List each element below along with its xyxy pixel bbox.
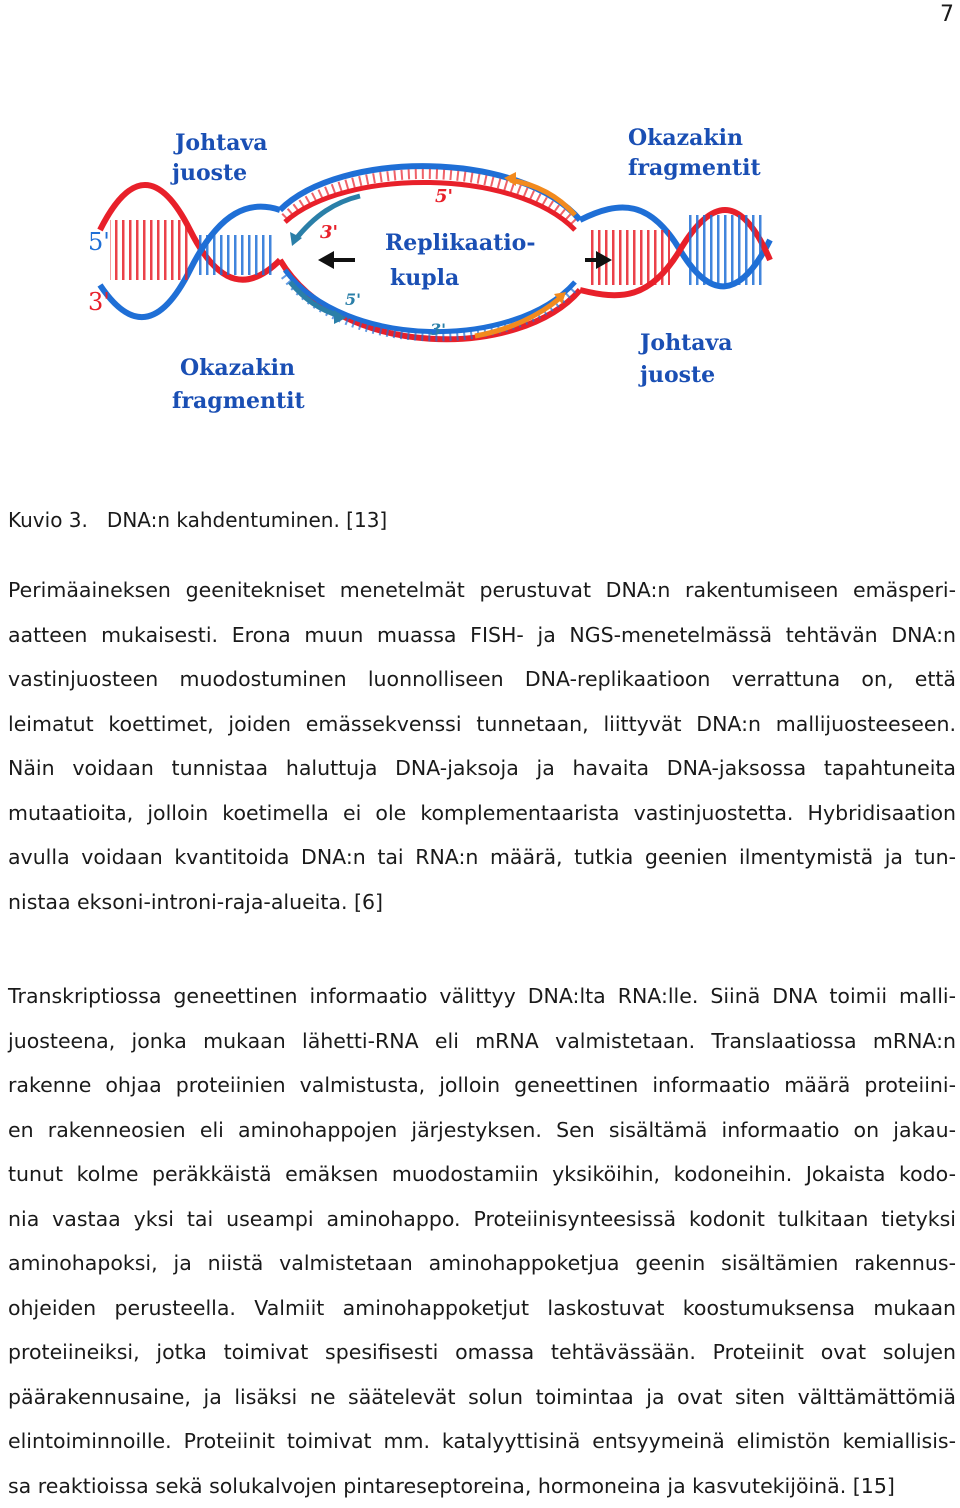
paragraph-line: päärakennusaine, ja lisäksi ne säätelevät solun toimintaa ja ovat siten välttämättömiä bbox=[8, 1375, 956, 1420]
label-okazaki-right-2: fragmentit bbox=[628, 155, 761, 181]
left-helix bbox=[100, 185, 280, 317]
paragraph-line: aatteen mukaisesti. Erona muun muassa FISH- ja NGS-menetelmässä tehtävän DNA:n bbox=[8, 613, 956, 658]
paragraph-1 bbox=[8, 568, 956, 924]
label-bubble-1: Replikaatio- bbox=[385, 230, 535, 256]
label-5-prime-top: 5' bbox=[435, 186, 453, 207]
label-okazaki-left-2: fragmentit bbox=[172, 388, 305, 414]
paragraph-line: sa reaktioissa sekä solukalvojen pintareseptoreina, hormoneina ja kasvutekijöinä. [15] bbox=[8, 1464, 956, 1508]
paragraph-line: vastinjuosteen muodostuminen luonnolliseen DNA-replikaatioon verrattuna on, että bbox=[8, 657, 956, 702]
figure-caption: Kuvio 3. DNA:n kahdentuminen. [13] bbox=[8, 508, 387, 532]
paragraph-line: juosteena, jonka mukaan lähetti-RNA eli mRNA valmistetaan. Translaatiossa mRNA:n bbox=[8, 1019, 956, 1064]
label-3-prime-left: 3' bbox=[88, 288, 110, 316]
label-leading-left-2: juoste bbox=[170, 160, 247, 186]
paragraph-line: elintoiminnoille. Proteiinit toimivat mm. katalyyttisinä entsyymeinä elimistön kemiallisis- bbox=[8, 1419, 956, 1464]
paragraph-line: Näin voidaan tunnistaa haluttuja DNA-jaksoja ja havaita DNA-jaksossa tapahtuneita bbox=[8, 746, 956, 791]
label-5-prime-left: 5' bbox=[88, 228, 110, 256]
paragraph-line: rakenne ohjaa proteiinien valmistusta, jolloin geneettinen informaatio määrä proteiini- bbox=[8, 1063, 956, 1108]
label-3-prime-bottom: 3' bbox=[430, 320, 446, 339]
label-leading-left-1: Johtava bbox=[173, 130, 268, 156]
paragraph-line: ohjeiden perusteella. Valmiit aminohappoketjut laskostuvat koostumuksensa mukaan bbox=[8, 1286, 956, 1331]
paragraph-line: Transkriptiossa geneettinen informaatio välittyy DNA:lta RNA:lle. Siinä DNA toimii malli- bbox=[8, 974, 956, 1019]
dna-replication-diagram bbox=[80, 110, 780, 430]
label-leading-right-1: Johtava bbox=[638, 330, 733, 356]
paragraph-line: en rakenneosien eli aminohappojen järjestyksen. Sen sisältämä informaatio on jakau- bbox=[8, 1108, 956, 1153]
label-leading-right-2: juoste bbox=[638, 362, 715, 388]
paragraph-line: nistaa eksoni-introni-raja-alueita. [6] bbox=[8, 880, 956, 925]
right-helix bbox=[580, 208, 770, 296]
label-okazaki-left-1: Okazakin bbox=[180, 355, 295, 381]
paragraph-2 bbox=[8, 974, 956, 1508]
label-okazaki-right-1: Okazakin bbox=[628, 125, 743, 151]
paragraph-line: nia vastaa yksi tai useampi aminohappo. Proteiinisynteesissä kodonit tulkitaan tietyksi bbox=[8, 1197, 956, 1242]
paragraph-line: proteiineiksi, jotka toimivat spesifisesti omassa tehtävässään. Proteiinit ovat solujen bbox=[8, 1330, 956, 1375]
label-3-prime-top: 3' bbox=[320, 222, 338, 243]
paragraph-line: leimatut koettimet, joiden emässekvenssi tunnetaan, liittyvät DNA:n mallijuosteeseen. bbox=[8, 702, 956, 747]
paragraph-line: Perimäaineksen geenitekniset menetelmät perustuvat DNA:n rakentumiseen emäsperi- bbox=[8, 568, 956, 613]
label-5-prime-bottom: 5' bbox=[345, 290, 361, 309]
paragraph-line: aminohapoksi, ja niistä valmistetaan aminohappoketjua geenin sisältämien rakennus- bbox=[8, 1241, 956, 1286]
paragraph-line: tunut kolme peräkkäistä emäksen muodostamiin yksiköihin, kodoneihin. Jokaista kodo- bbox=[8, 1152, 956, 1197]
label-bubble-2: kupla bbox=[390, 265, 459, 291]
paragraph-line: avulla voidaan kvantitoida DNA:n tai RNA:n määrä, tutkia geenien ilmentymistä ja tun- bbox=[8, 835, 956, 880]
page-number: 7 bbox=[940, 2, 954, 27]
dna-replication-figure bbox=[80, 110, 780, 430]
paragraph-line: mutaatioita, jolloin koetimella ei ole komplementaarista vastinjuostetta. Hybridisaation bbox=[8, 791, 956, 836]
